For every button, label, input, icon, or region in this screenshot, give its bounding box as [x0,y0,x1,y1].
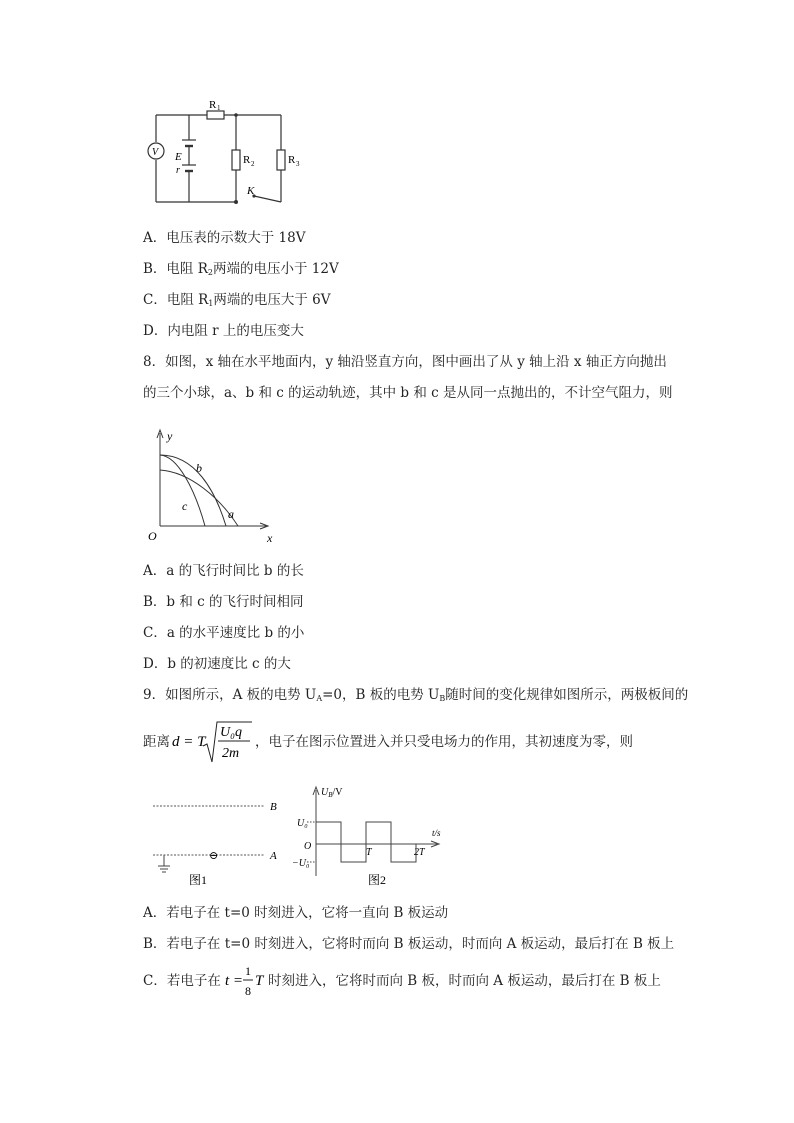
svg-text:UB/V: $U_B/V$ [321,787,343,799]
svg-text:t/s: t/s [432,828,441,838]
svg-text:1: 1 [217,104,221,112]
q8-option-c: C．a 的水平速度比 b 的小 [143,625,305,641]
svg-text:U₀q: U₀q [220,725,242,740]
q9-option-c-post: 时刻进入，它将时而向 B 板，时而向 A 板运动，最后打在 B 板上 [268,973,661,989]
label-v: V [152,147,159,158]
svg-text:a: a [228,507,234,521]
q7-option-c: C．电阻 $R_1$两端的电压大于 6V [143,292,331,308]
q8-stem-line2: 的三个小球，a、b 和 c 的运动轨迹，其中 b 和 c 是从同一点抛出的，不计空气阻力，则 [143,385,673,401]
q8-option-b: B．b 和 c 的飞行时间相同 [143,594,304,610]
svg-text:U₀: U₀ [297,818,308,829]
q8-option-d: D．b 的初速度比 c 的大 [143,656,291,672]
q9-option-c-prefix: C．若电子在 [143,973,221,989]
q9-option-b: B．若电子在 t=0 时刻进入，它将时而向 B 板运动，时而向 A 板运动，最后打在 B 板上 [143,936,675,952]
svg-text:−U₀: −U₀ [292,858,310,869]
svg-text:O: O [304,841,312,852]
svg-text:x: x [267,531,273,545]
svg-text:y: y [167,429,173,443]
q8-stem-line1: 8．如图，x 轴在水平地面内，y 轴沿竖直方向，图中画出了从 y 轴上沿 x 轴正方向抛出 [143,354,667,370]
svg-text:2: 2 [251,160,255,168]
label-r: r [176,165,180,176]
q9-stem-line2-prefix: 距离 [143,734,170,750]
q7-option-b: B．电阻 $R_2$两端的电压小于 12V [143,261,339,277]
svg-text:c: c [182,499,188,513]
svg-text:2T: 2T [414,847,425,858]
q7-option-d: D．内电阻 r 上的电压变大 [143,323,304,339]
q7-option-a: A．电压表的示数大于 18V [143,230,306,246]
svg-text:图2: 图2 [368,873,387,887]
svg-text:3: 3 [296,160,300,168]
svg-text:2m: 2m [222,746,240,761]
svg-text:b: b [196,461,202,475]
svg-text:8: 8 [245,984,251,998]
svg-text:t =: t = [225,973,244,989]
svg-text:B: B [270,801,277,813]
label-r3: R [288,154,296,166]
q9-option-a: A．若电子在 t=0 时刻进入，它将一直向 B 板运动 [143,905,449,921]
electron-icon: ⊖ [209,850,219,862]
q8-option-a: A．a 的飞行时间比 b 的长 [143,563,304,579]
svg-text:T: T [255,973,264,989]
label-k: K [247,185,255,197]
q9-stem-line2-post: ，电子在图示位置进入并只受电场力的作用，其初速度为零，则 [255,734,633,750]
label-e: E [175,151,182,163]
svg-text:图1: 图1 [189,873,208,887]
svg-text:1: 1 [245,964,251,978]
svg-text:O: O [148,529,157,543]
svg-text:T: T [366,847,372,858]
q9-stem-line1: 9．如图所示，A 板的电势 $U_A=0$，B 板的电势 $U_B$随时间的变化规律如图所示，两极板间的 [143,687,689,703]
label-r2: R [243,154,251,166]
label-r1: R [209,99,217,111]
svg-text:d = T: d = T [172,734,206,750]
svg-text:A: A [270,850,277,862]
